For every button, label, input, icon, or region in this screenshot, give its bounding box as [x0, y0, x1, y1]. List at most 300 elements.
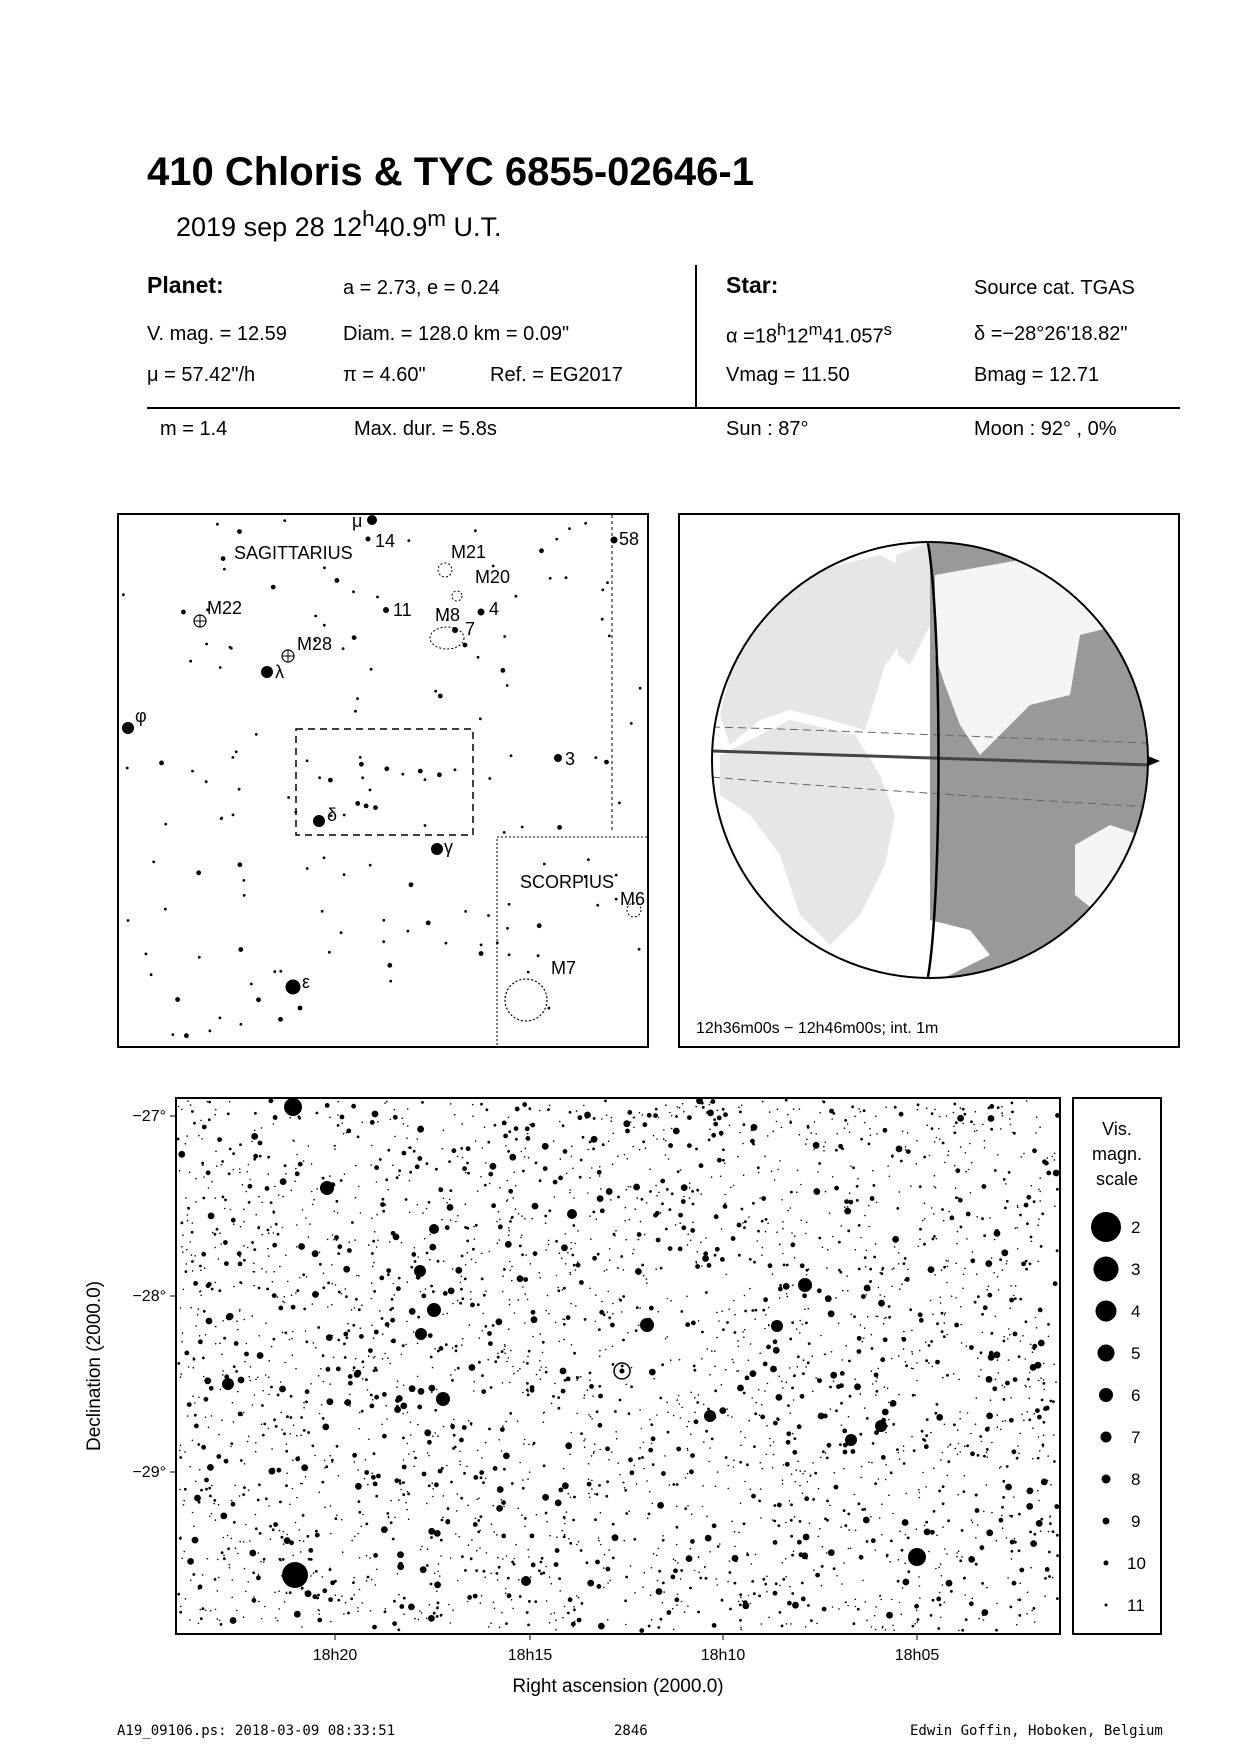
field-star [427, 1303, 441, 1317]
field-star [532, 1336, 534, 1338]
field-star [808, 1342, 811, 1345]
field-star [559, 1341, 561, 1343]
field-star [854, 1383, 861, 1390]
field-star [337, 1339, 340, 1342]
field-star [691, 1513, 693, 1515]
field-star [957, 1197, 959, 1199]
field-star [812, 1390, 814, 1392]
field-star [829, 1213, 831, 1215]
field-star [703, 1441, 705, 1443]
field-star [875, 1380, 877, 1382]
finder-star [608, 635, 611, 638]
field-star [954, 1323, 959, 1328]
field-star [264, 1606, 266, 1608]
field-star [321, 1481, 324, 1484]
field-star [527, 1356, 529, 1358]
field-star [932, 1238, 935, 1241]
field-star [722, 1328, 725, 1331]
field-star [359, 1412, 361, 1414]
label-m22: M22 [207, 598, 243, 618]
field-star [450, 1622, 452, 1624]
field-star [647, 1518, 649, 1520]
finder-star [464, 910, 467, 913]
finder-star [205, 643, 208, 646]
finder-star [352, 590, 355, 593]
field-star [459, 1302, 462, 1305]
ut-text: U.T. [446, 212, 502, 242]
field-star [923, 1243, 926, 1246]
field-star [1033, 1533, 1036, 1536]
field-star [445, 1343, 448, 1346]
field-star [946, 1475, 948, 1477]
field-star [698, 1571, 700, 1573]
field-star [310, 1558, 313, 1561]
field-star [856, 1185, 859, 1188]
mag-label: 5 [1131, 1344, 1141, 1363]
footer-number: 2846 [614, 1723, 648, 1739]
field-star [367, 1576, 370, 1579]
field-star [878, 1368, 880, 1370]
field-star [361, 1360, 364, 1363]
field-star [872, 1383, 874, 1385]
field-star [950, 1590, 953, 1593]
field-star [366, 1555, 368, 1557]
field-star [997, 1154, 999, 1156]
field-star [629, 1219, 631, 1221]
field-star [348, 1381, 353, 1386]
field-star [737, 1340, 739, 1342]
field-star [759, 1197, 761, 1199]
field-star [259, 1532, 262, 1535]
field-star [854, 1494, 856, 1496]
field-star [1008, 1359, 1010, 1361]
field-star [751, 1309, 754, 1312]
field-star [981, 1582, 984, 1585]
field-star [296, 1246, 298, 1248]
field-star [232, 1152, 235, 1155]
field-star [658, 1311, 660, 1313]
field-star [761, 1255, 763, 1257]
star-lambda [261, 666, 273, 678]
field-star [1029, 1531, 1032, 1534]
field-star [779, 1585, 781, 1587]
field-star [744, 1329, 746, 1331]
field-star [617, 1155, 619, 1157]
field-star [665, 1338, 667, 1340]
field-star [1006, 1260, 1008, 1262]
field-star [394, 1136, 396, 1138]
field-star [749, 1258, 752, 1261]
field-star [319, 1263, 322, 1266]
field-star [916, 1140, 918, 1142]
finder-star [255, 733, 258, 736]
mag-dot-7 [1101, 1432, 1112, 1443]
field-star [177, 1362, 180, 1365]
field-star [680, 1310, 683, 1313]
field-star [695, 1264, 700, 1269]
field-star [641, 1198, 644, 1201]
field-star [588, 1463, 590, 1465]
field-star [507, 1593, 512, 1598]
field-star [512, 1608, 514, 1610]
finder-star [401, 773, 404, 776]
field-star [239, 1309, 241, 1311]
label-scorpius: SCORPIUS [520, 872, 615, 892]
field-star [322, 1588, 327, 1593]
field-star [450, 1374, 452, 1376]
field-star [238, 1262, 243, 1267]
field-star [402, 1344, 405, 1347]
field-star [1037, 1261, 1039, 1263]
label-11: 11 [393, 600, 412, 620]
field-star [490, 1573, 492, 1575]
field-star [1010, 1515, 1013, 1518]
field-star [835, 1409, 838, 1412]
field-star [717, 1545, 720, 1548]
field-star [738, 1601, 740, 1603]
field-star [746, 1463, 749, 1466]
field-star [834, 1472, 836, 1474]
field-star [666, 1188, 669, 1191]
field-star [946, 1282, 948, 1284]
field-star [696, 1189, 699, 1192]
x-tick-label: 18h15 [507, 1647, 553, 1664]
field-star [255, 1442, 257, 1444]
field-star [740, 1629, 742, 1631]
field-star [498, 1224, 503, 1229]
field-star [305, 1389, 310, 1394]
field-star [908, 1548, 926, 1566]
field-star [194, 1495, 201, 1502]
field-star [594, 1493, 596, 1495]
field-star [344, 1356, 347, 1359]
finder-star [454, 768, 457, 771]
field-star [347, 1612, 350, 1615]
field-star [594, 1443, 596, 1445]
field-star [790, 1191, 793, 1194]
field-star [743, 1123, 746, 1126]
field-star [180, 1445, 182, 1447]
field-star [490, 1163, 497, 1170]
field-star [233, 1365, 236, 1368]
field-star [1036, 1327, 1038, 1329]
field-star [755, 1554, 757, 1556]
field-star [889, 1561, 891, 1563]
field-star [365, 1378, 368, 1381]
field-star [955, 1448, 957, 1450]
field-star [528, 1600, 531, 1603]
field-star [231, 1502, 236, 1507]
field-star [997, 1359, 999, 1361]
field-star [566, 1377, 571, 1382]
field-star [1004, 1386, 1006, 1388]
field-star [405, 1344, 407, 1346]
ra-m-unit: m [808, 320, 823, 339]
field-star [1019, 1214, 1022, 1217]
mag-label: 8 [1131, 1470, 1141, 1489]
field-star [767, 1222, 769, 1224]
field-star [518, 1213, 520, 1215]
field-star [800, 1184, 802, 1186]
magscale-title-line: magn. [1091, 1144, 1143, 1164]
field-star [543, 1166, 548, 1171]
field-star [359, 1589, 361, 1591]
field-star [764, 1328, 766, 1330]
field-star [914, 1623, 916, 1625]
field-star [1000, 1466, 1002, 1468]
field-star [305, 1217, 307, 1219]
field-star [219, 1232, 221, 1234]
field-star [1013, 1132, 1016, 1135]
field-star [244, 1361, 246, 1363]
field-star [564, 1534, 566, 1536]
field-star [521, 1235, 523, 1237]
finder-star [342, 647, 345, 650]
field-star [621, 1365, 624, 1368]
field-star [591, 1136, 598, 1143]
field-star [806, 1222, 808, 1224]
field-star [361, 1122, 363, 1124]
field-star [1032, 1347, 1034, 1349]
field-star [868, 1287, 871, 1290]
field-star [227, 1112, 230, 1115]
field-star [576, 1379, 578, 1381]
field-star [677, 1170, 680, 1173]
field-star [865, 1266, 867, 1268]
star-mu [367, 515, 377, 525]
field-star [864, 1215, 866, 1217]
field-star [219, 1342, 221, 1344]
field-star [632, 1253, 634, 1255]
field-star [520, 1237, 522, 1239]
field-star [1043, 1434, 1045, 1436]
field-star [959, 1451, 961, 1453]
field-star [327, 1282, 330, 1285]
field-star [392, 1164, 394, 1166]
field-star [217, 1618, 219, 1620]
field-star [633, 1184, 640, 1191]
field-star [283, 1543, 285, 1545]
field-star [255, 1451, 257, 1453]
field-star [524, 1439, 526, 1441]
field-star [636, 1306, 639, 1309]
field-star [571, 1432, 573, 1434]
field-star [588, 1479, 590, 1481]
field-star [574, 1243, 576, 1245]
earth-globe-panel [678, 513, 1180, 1048]
field-star [422, 1212, 424, 1214]
field-star [890, 1471, 893, 1474]
field-star [279, 1530, 281, 1532]
field-star [386, 1268, 391, 1273]
field-star [263, 1423, 266, 1426]
field-star [273, 1522, 278, 1527]
field-star [658, 1570, 661, 1573]
field-star [612, 1303, 614, 1305]
field-star [278, 1590, 280, 1592]
field-star [804, 1309, 806, 1311]
field-star [697, 1251, 699, 1253]
star-11 [383, 607, 389, 613]
field-star [668, 1246, 673, 1251]
finder-star [527, 971, 530, 974]
field-star [640, 1318, 654, 1332]
field-star [976, 1130, 978, 1132]
field-star [740, 1502, 742, 1504]
field-star [912, 1353, 914, 1355]
field-star [890, 1400, 897, 1407]
field-star [915, 1394, 917, 1396]
field-star [782, 1387, 784, 1389]
field-star [470, 1291, 472, 1293]
field-star [563, 1339, 565, 1341]
field-star [602, 1625, 604, 1627]
field-star [374, 1395, 379, 1400]
field-star [467, 1252, 469, 1254]
finder-star [615, 898, 618, 901]
field-star [867, 1316, 869, 1318]
field-star [871, 1370, 873, 1372]
field-star [194, 1255, 196, 1257]
field-star [786, 1264, 789, 1267]
field-star [368, 1355, 370, 1357]
field-star [527, 1299, 529, 1301]
star-epsilon [286, 980, 301, 995]
field-star [429, 1224, 439, 1234]
field-star [389, 1308, 392, 1311]
field-star [1011, 1558, 1013, 1560]
label-14: 14 [375, 531, 396, 551]
field-star [282, 1196, 284, 1198]
finder-star [220, 817, 223, 820]
field-star [1037, 1490, 1039, 1492]
field-star [940, 1563, 942, 1565]
field-star [452, 1268, 454, 1270]
field-star [387, 1189, 389, 1191]
field-star [1010, 1285, 1012, 1287]
field-star [198, 1588, 200, 1590]
field-star [847, 1123, 849, 1125]
field-star [1017, 1445, 1019, 1447]
field-star [427, 1440, 432, 1445]
field-star [525, 1254, 527, 1256]
field-star [976, 1273, 978, 1275]
field-star [447, 1204, 454, 1211]
field-star [782, 1562, 784, 1564]
field-star [612, 1523, 615, 1526]
field-star [738, 1346, 740, 1348]
field-star [254, 1394, 256, 1396]
field-star [964, 1113, 967, 1116]
field-star [934, 1274, 936, 1276]
field-star [689, 1197, 691, 1199]
field-star [502, 1558, 504, 1560]
field-star [452, 1303, 454, 1305]
field-star [418, 1388, 425, 1395]
field-star [782, 1483, 784, 1485]
field-star [990, 1399, 992, 1401]
field-star [532, 1203, 539, 1210]
field-star [946, 1553, 948, 1555]
field-star [1033, 1200, 1036, 1203]
field-star [315, 1570, 318, 1573]
field-star [986, 1587, 988, 1589]
field-star [206, 1170, 211, 1175]
field-star [579, 1280, 584, 1285]
field-star [903, 1348, 905, 1350]
field-star [848, 1416, 850, 1418]
field-star [876, 1202, 878, 1204]
field-star [497, 1353, 499, 1355]
field-star [1037, 1457, 1040, 1460]
field-star [559, 1590, 561, 1592]
mag-label: 11 [1127, 1596, 1145, 1615]
field-star [917, 1618, 920, 1621]
field-star [922, 1220, 924, 1222]
field-star [358, 1511, 361, 1514]
field-star [679, 1359, 681, 1361]
field-star [986, 1376, 993, 1383]
field-star [799, 1332, 801, 1334]
finder-star [424, 778, 427, 781]
field-star [840, 1371, 845, 1376]
field-star [740, 1444, 742, 1446]
finder-star [382, 919, 385, 922]
finder-star [549, 577, 552, 580]
field-star [181, 1246, 183, 1248]
field-star [1012, 1581, 1017, 1586]
field-star [1038, 1380, 1040, 1382]
field-star [510, 1218, 512, 1220]
field-star [821, 1565, 824, 1568]
field-star [942, 1584, 944, 1586]
field-star [858, 1268, 861, 1271]
field-star [221, 1164, 223, 1166]
field-star [744, 1295, 746, 1297]
field-star [649, 1190, 652, 1193]
field-star [397, 1628, 400, 1631]
field-star [860, 1324, 862, 1326]
field-star [1004, 1207, 1007, 1210]
field-star [634, 1208, 636, 1210]
field-star [540, 1572, 543, 1575]
field-star [936, 1322, 939, 1325]
field-star [768, 1263, 773, 1268]
field-star [687, 1115, 692, 1120]
field-star [370, 1610, 372, 1612]
field-star [322, 1177, 325, 1180]
field-star [433, 1612, 436, 1615]
field-star [708, 1139, 711, 1142]
field-star [565, 1442, 572, 1449]
field-star [333, 1357, 335, 1359]
field-star [863, 1517, 870, 1524]
field-star [817, 1171, 819, 1173]
field-star [864, 1122, 866, 1124]
field-star [770, 1366, 777, 1373]
field-star [678, 1247, 683, 1252]
field-star [504, 1344, 506, 1346]
field-star [986, 1529, 993, 1536]
field-star [564, 1518, 566, 1520]
field-star [704, 1567, 706, 1569]
field-star [802, 1372, 805, 1375]
field-star [687, 1244, 689, 1246]
field-star [942, 1485, 945, 1488]
field-star [864, 1327, 866, 1329]
field-star [690, 1453, 695, 1458]
field-star [798, 1278, 812, 1292]
